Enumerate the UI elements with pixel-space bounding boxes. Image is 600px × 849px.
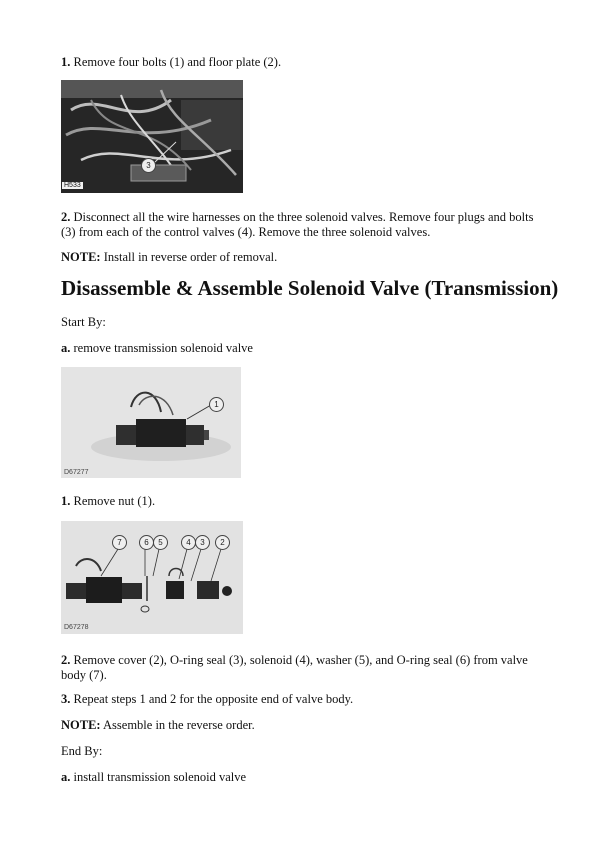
note-text: Assemble in the reverse order. [100, 718, 255, 732]
item-letter: a. [61, 341, 71, 355]
figure-solenoid-valve-photo [61, 367, 241, 478]
note-install-reverse [61, 250, 541, 265]
callout-7: 7 [112, 535, 127, 550]
end-by-heading: End By: [61, 744, 103, 758]
step-2-disconnect-harnesses [61, 210, 541, 240]
section-title: Disassemble & Assemble Solenoid Valve (Transmission) [61, 276, 559, 300]
wire-harness-image [61, 80, 243, 193]
step-number: 2. [61, 653, 71, 667]
step-3-repeat [61, 692, 541, 707]
step-2-remove-components [61, 653, 541, 683]
callout-3: 3 [195, 535, 210, 550]
step-1-remove-nut [61, 494, 541, 509]
note-assemble-reverse [61, 718, 541, 733]
item-text: remove transmission solenoid valve [70, 341, 253, 355]
solenoid-valve-image [61, 367, 241, 478]
start-by-item [61, 341, 541, 356]
step-number: 1. [61, 55, 71, 69]
callout-2: 2 [215, 535, 230, 550]
item-text: install transmission solenoid valve [70, 770, 247, 784]
note-label: NOTE: [61, 718, 101, 732]
note-text: Install in reverse order of removal. [100, 250, 278, 264]
figure-id: D67277 [64, 469, 89, 476]
step-text: Remove four bolts (1) and floor plate (2). [70, 55, 282, 69]
figure-wire-harness-photo [61, 80, 243, 193]
figure-exploded-solenoid-photo [61, 521, 243, 634]
note-label: NOTE: [61, 250, 101, 264]
callout-3: 3 [141, 158, 156, 173]
step-number: 2. [61, 210, 71, 224]
callout-4: 4 [181, 535, 196, 550]
callout-6: 6 [139, 535, 154, 550]
step-1-remove-floor-plate [61, 55, 541, 70]
start-by-heading: Start By: [61, 315, 106, 329]
step-number: 3. [61, 692, 71, 706]
step-number: 1. [61, 494, 71, 508]
step-text: Remove cover (2), O-ring seal (3), solenoid (4), washer (5), and O-ring seal (6) from valve body (7). [61, 653, 528, 682]
item-letter: a. [61, 770, 71, 784]
callout-1: 1 [209, 397, 224, 412]
figure-id: H533 [64, 182, 81, 189]
step-text: Disconnect all the wire harnesses on the three solenoid valves. Remove four plugs and bolts (3) from each of the control valves (4). Remove the three solenoid valves. [61, 210, 534, 239]
step-text: Remove nut (1). [70, 494, 156, 508]
callout-5: 5 [153, 535, 168, 550]
step-text: Repeat steps 1 and 2 for the opposite end of valve body. [70, 692, 354, 706]
figure-id: D67278 [64, 624, 89, 631]
end-by-item [61, 770, 541, 785]
